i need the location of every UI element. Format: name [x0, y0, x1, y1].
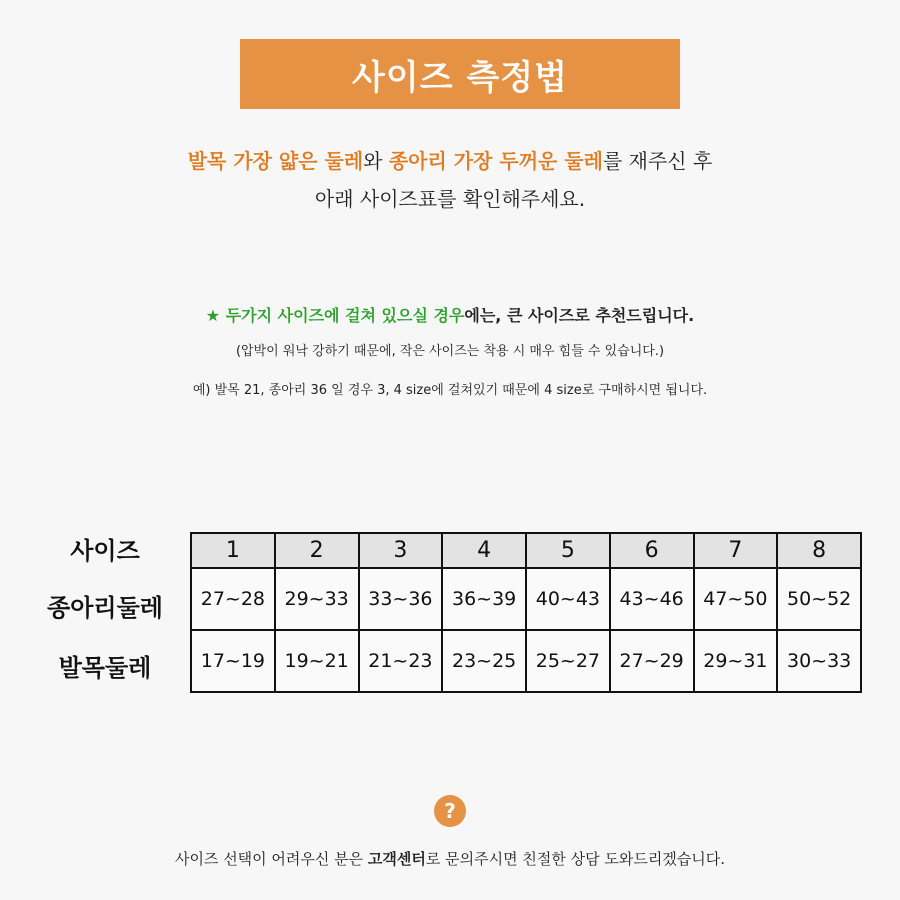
compression-note: (압박이 워낙 강하기 때문에, 작은 사이즈는 착용 시 매우 힘들 수 있습니다.)	[235, 344, 665, 359]
size-cell: 4	[442, 533, 526, 568]
size-cell: 6	[610, 533, 694, 568]
intro-line-1	[0, 145, 900, 174]
footer-text-end: 로 문의주시면 친절한 상담 도와드리겠습니다.	[425, 850, 726, 868]
size-cell: 5	[526, 533, 610, 568]
ankle-cell: 17~19	[191, 630, 275, 692]
calf-cell: 47~50	[694, 568, 778, 630]
ankle-cell: 30~33	[777, 630, 861, 692]
ankle-cell: 27~29	[610, 630, 694, 692]
size-cell: 1	[191, 533, 275, 568]
calf-row	[191, 568, 861, 630]
intro-line-2: 아래 사이즈표를 확인해주세요.	[314, 187, 586, 211]
footer-note	[0, 848, 900, 869]
row-label-calf: 종아리둘레	[47, 594, 163, 622]
size-header-row	[191, 533, 861, 568]
size-cell: 8	[777, 533, 861, 568]
page-title: 사이즈 측정법	[240, 39, 680, 109]
calf-cell: 50~52	[777, 568, 861, 630]
ankle-cell: 29~31	[694, 630, 778, 692]
recommend-rest: 에는, 큰 사이즈로 추천드립니다.	[464, 306, 695, 325]
customer-center-highlight: 고객센터	[367, 850, 426, 868]
intro-line-1-end: 를 재주신 후	[602, 149, 713, 173]
size-cell: 2	[275, 533, 359, 568]
question-icon: ?	[434, 795, 466, 827]
recommend-note	[0, 303, 900, 326]
size-cell: 3	[359, 533, 443, 568]
star-icon: ★	[205, 306, 221, 325]
row-label-size: 사이즈	[70, 537, 140, 565]
recommend-highlight: 두가지 사이즈에 걸쳐 있으실 경우	[225, 306, 465, 325]
calf-cell: 33~36	[359, 568, 443, 630]
ankle-row	[191, 630, 861, 692]
ankle-cell: 25~27	[526, 630, 610, 692]
ankle-cell: 19~21	[275, 630, 359, 692]
row-label-ankle: 발목둘레	[58, 654, 152, 682]
size-table	[190, 532, 862, 693]
size-cell: 7	[694, 533, 778, 568]
calf-cell: 40~43	[526, 568, 610, 630]
calf-measure-highlight: 종아리 가장 두꺼운 둘레	[388, 149, 603, 173]
intro-connector: 와	[363, 149, 389, 173]
footer-text-start: 사이즈 선택이 어려우신 분은	[174, 850, 368, 868]
example-note: 예) 발목 21, 종아리 36 일 경우 3, 4 size에 걸쳐있기 때문에 4 size로 구매하시면 됩니다.	[192, 383, 708, 398]
calf-cell: 43~46	[610, 568, 694, 630]
ankle-cell: 23~25	[442, 630, 526, 692]
calf-cell: 29~33	[275, 568, 359, 630]
calf-cell: 36~39	[442, 568, 526, 630]
calf-cell: 27~28	[191, 568, 275, 630]
ankle-cell: 21~23	[359, 630, 443, 692]
ankle-measure-highlight: 발목 가장 얇은 둘레	[187, 149, 364, 173]
